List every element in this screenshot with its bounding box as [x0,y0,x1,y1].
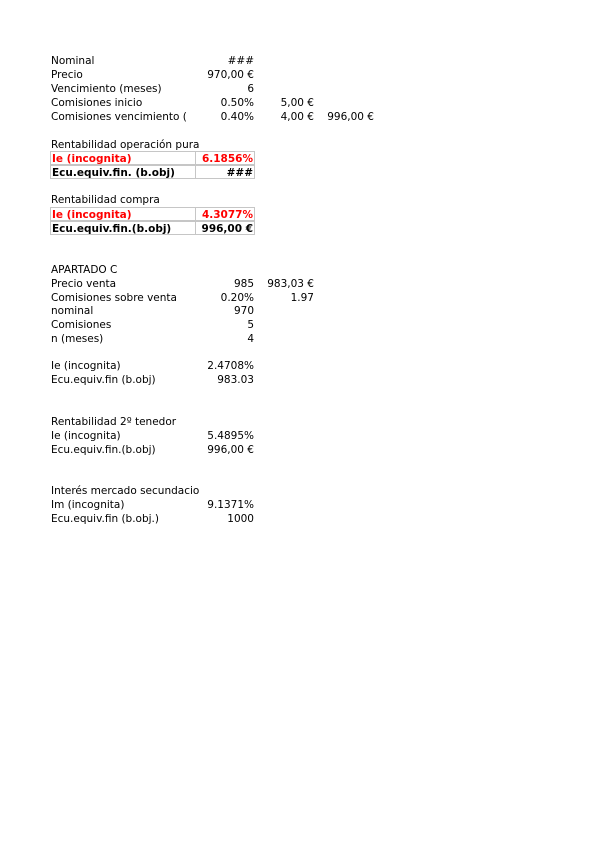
comisiones-c-value: 5 [247,319,254,331]
nominal-c-row [0,304,599,318]
interes-title: Interés mercado secundacio [51,485,200,497]
rent-2-ie-row [0,429,599,443]
rent-pura-ie-label: Ie (incognita) [50,151,196,165]
interes-title-row [0,484,599,498]
vencimiento-value: 6 [247,83,254,95]
vencimiento-row [0,82,599,96]
rent-compra-ie-value: 4.3077% [195,207,255,221]
precio-label: Precio [51,69,83,81]
comisiones-vencimiento-label: Comisiones vencimiento ( [51,111,187,123]
apartado-c-ie-row [0,359,599,373]
rent-compra-ecu-label: Ecu.equiv.fin.(b.obj) [50,221,196,235]
rent-compra-ie-label: Ie (incognita) [50,207,196,221]
rent-pura-title-row [0,138,599,152]
comisiones-venta-row [0,291,599,305]
comisiones-venta-label: Comisiones sobre venta [51,292,177,304]
rent-pura-ie-row [0,151,599,165]
interes-im-row [0,498,599,512]
rent-compra-ecu-value: 996,00 € [195,221,255,235]
comisiones-vencimiento-row [0,110,599,124]
comisiones-c-row [0,318,599,332]
comisiones-inicio-rate: 0.50% [220,97,254,109]
comisiones-vencimiento-rate: 0.40% [220,111,254,123]
comisiones-inicio-amount: 5,00 € [280,97,314,109]
rent-2-title: Rentabilidad 2º tenedor [51,416,177,428]
apartado-c-title-row [0,263,599,277]
rent-2-title-row [0,415,599,429]
comisiones-inicio-label: Comisiones inicio [51,97,143,109]
apartado-c-ie-value: 2.4708% [207,360,254,372]
rent-2-ecu-label: Ecu.equiv.fin.(b.obj) [51,444,156,456]
precio-venta-value: 985 [233,278,254,290]
precio-venta-extra: 983,03 € [267,278,314,290]
comisiones-c-label: Comisiones [51,319,112,331]
n-meses-row [0,332,599,346]
n-meses-label: n (meses) [51,333,104,345]
precio-value: 970,00 € [207,69,254,81]
nominal-value: ### [227,55,254,67]
comisiones-venta-rate: 0.20% [220,292,254,304]
interes-ecu-row [0,512,599,526]
rent-2-ecu-row [0,443,599,457]
apartado-c-ecu-label: Ecu.equiv.fin (b.obj) [51,374,156,386]
comisiones-inicio-row [0,96,599,110]
comisiones-vencimiento-amount: 4,00 € [280,111,314,123]
apartado-c-ecu-row [0,373,599,387]
rent-2-ie-value: 5.4895% [207,430,254,442]
interes-ecu-value: 1000 [227,513,254,525]
rent-pura-title: Rentabilidad operación pura [51,139,200,151]
apartado-c-ie-label: Ie (incognita) [51,360,121,372]
rent-pura-ecu-value: ### [195,165,255,179]
comisiones-venta-amount: 1.97 [290,292,314,304]
apartado-c-ecu-value: 983.03 [217,374,254,386]
nominal-c-value: 970 [233,305,254,317]
rent-2-ecu-value: 996,00 € [207,444,254,456]
comisiones-vencimiento-total: 996,00 € [327,111,374,123]
nominal-label: Nominal [51,55,95,67]
rent-compra-title: Rentabilidad compra [51,194,160,206]
rent-compra-ie-row [0,207,599,221]
interes-im-label: Im (incognita) [51,499,125,511]
vencimiento-label: Vencimiento (meses) [51,83,162,95]
rent-pura-ecu-row [0,165,599,179]
rent-pura-ecu-label: Ecu.equiv.fin. (b.obj) [50,165,196,179]
interes-ecu-label: Ecu.equiv.fin (b.obj.) [51,513,159,525]
interes-im-value: 9.1371% [207,499,254,511]
precio-row [0,68,599,82]
n-meses-value: 4 [247,333,254,345]
rent-compra-ecu-row [0,221,599,235]
rent-compra-title-row [0,193,599,207]
precio-venta-row [0,277,599,291]
rent-pura-ie-value: 6.1856% [195,151,255,165]
precio-venta-label: Precio venta [51,278,117,290]
apartado-c-title: APARTADO C [51,264,118,276]
nominal-row [0,54,599,68]
nominal-c-label: nominal [51,305,94,317]
rent-2-ie-label: Ie (incognita) [51,430,121,442]
